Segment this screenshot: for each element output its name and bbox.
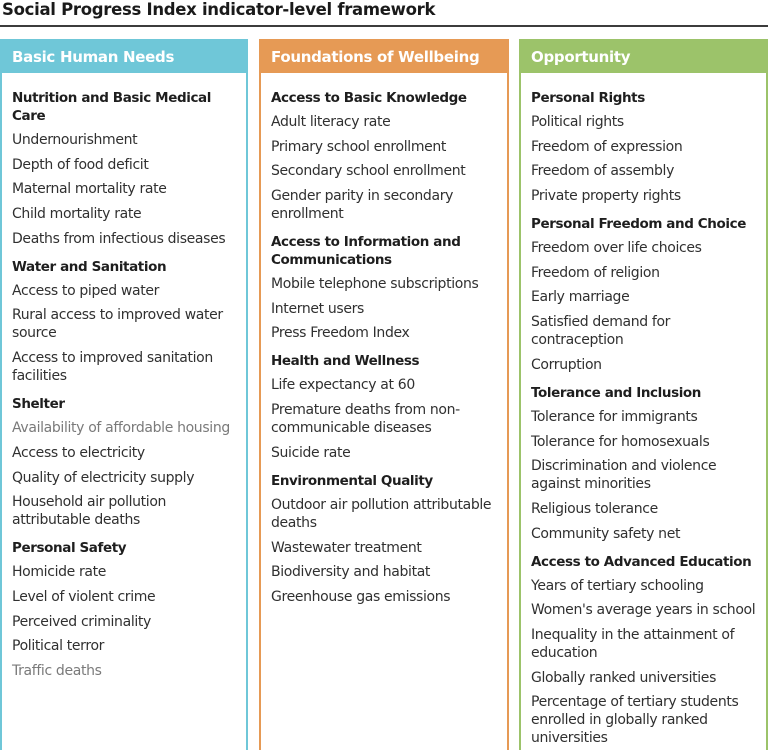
section-heading: Access to Advanced Education bbox=[531, 553, 752, 570]
indicator-item: Tolerance for immigrants bbox=[531, 408, 698, 425]
indicator-item: Freedom of religion bbox=[531, 264, 660, 281]
indicator-item: Traffic deaths bbox=[12, 662, 102, 679]
indicator-item: Access to improved sanitation facilities bbox=[12, 350, 213, 385]
indicator-item: Discrimination and violence against minorities bbox=[531, 458, 717, 493]
indicator-item: Adult literacy rate bbox=[271, 114, 391, 130]
section-heading: Shelter bbox=[12, 396, 65, 413]
indicator-item: Level of violent crime bbox=[12, 588, 156, 605]
indicator-item: Outdoor air pollution attributable deaths bbox=[271, 496, 492, 531]
indicator-item: Freedom of assembly bbox=[531, 163, 675, 180]
indicator-item: Access to piped water bbox=[12, 282, 160, 299]
indicator-item: Undernourishment bbox=[12, 132, 138, 148]
indicator-item: Homicide rate bbox=[12, 564, 107, 581]
column-header: Foundations of Wellbeing bbox=[261, 41, 507, 73]
indicator-item: Globally ranked universities bbox=[531, 669, 717, 686]
section-heading: Water and Sanitation bbox=[12, 258, 167, 275]
section-heading: Environmental Quality bbox=[271, 472, 433, 489]
indicator-item: Freedom over life choices bbox=[531, 240, 702, 257]
indicator-item: Premature deaths from non-communicable diseases bbox=[271, 402, 460, 437]
indicator-item: Mobile telephone subscriptions bbox=[271, 276, 479, 293]
column-header: Basic Human Needs bbox=[2, 41, 246, 73]
indicator-item: Internet users bbox=[271, 300, 364, 317]
section-heading: Tolerance and Inclusion bbox=[531, 384, 702, 401]
section-heading: Personal Freedom and Choice bbox=[531, 216, 746, 233]
indicator-item: Depth of food deficit bbox=[12, 156, 149, 173]
indicator-item: Press Freedom Index bbox=[271, 325, 410, 342]
indicator-item: Percentage of tertiary students enrolled in globally ranked universities bbox=[531, 694, 739, 747]
indicator-item: Corruption bbox=[531, 356, 602, 373]
indicator-item: Biodiversity and habitat bbox=[271, 564, 431, 581]
indicator-item: Community safety net bbox=[531, 525, 681, 542]
indicator-item: Life expectancy at 60 bbox=[271, 377, 415, 394]
section-heading: Access to Basic Knowledge bbox=[271, 90, 467, 106]
section-heading: Personal Rights bbox=[531, 90, 645, 106]
column-opportunity bbox=[519, 39, 768, 750]
column-basic-human-needs bbox=[0, 39, 248, 750]
indicator-item: Gender parity in secondary enrollment bbox=[271, 188, 454, 223]
column-body bbox=[12, 89, 242, 680]
indicator-item: Secondary school enrollment bbox=[271, 163, 466, 180]
indicator-item: Political rights bbox=[531, 114, 624, 130]
indicator-item: Greenhouse gas emissions bbox=[271, 588, 451, 605]
indicator-item: Suicide rate bbox=[271, 444, 351, 461]
section-heading: Access to Information and Communications bbox=[271, 234, 461, 269]
title-rule bbox=[0, 25, 768, 27]
indicator-item: Political terror bbox=[12, 638, 105, 655]
column-header: Opportunity bbox=[521, 41, 766, 73]
indicator-item: Deaths from infectious diseases bbox=[12, 230, 226, 247]
indicator-item: Maternal mortality rate bbox=[12, 181, 167, 198]
indicator-item: Quality of electricity supply bbox=[12, 469, 195, 486]
indicator-item: Satisfied demand for contraception bbox=[531, 314, 671, 349]
indicator-item: Years of tertiary schooling bbox=[531, 577, 704, 594]
indicator-item: Religious tolerance bbox=[531, 500, 658, 517]
section-heading: Health and Wellness bbox=[271, 353, 420, 370]
indicator-item: Child mortality rate bbox=[12, 206, 142, 223]
column-body bbox=[271, 89, 503, 606]
column-foundations-of-wellbeing bbox=[259, 39, 509, 750]
indicator-item: Primary school enrollment bbox=[271, 138, 447, 155]
indicator-item: Early marriage bbox=[531, 289, 630, 306]
indicator-item: Access to electricity bbox=[12, 444, 145, 461]
indicator-item: Private property rights bbox=[531, 188, 681, 205]
indicator-item: Freedom of expression bbox=[531, 138, 683, 155]
indicator-item: Perceived criminality bbox=[12, 613, 151, 630]
indicator-item: Household air pollution attributable deaths bbox=[12, 494, 167, 529]
column-body bbox=[531, 89, 762, 747]
indicator-item: Tolerance for homosexuals bbox=[531, 433, 710, 450]
section-heading: Nutrition and Basic Medical Care bbox=[12, 90, 211, 124]
page-title: Social Progress Index indicator-level framework bbox=[2, 0, 436, 19]
indicator-item: Wastewater treatment bbox=[271, 539, 422, 556]
indicator-item: Women's average years in school bbox=[531, 602, 756, 619]
indicator-item: Inequality in the attainment of education bbox=[531, 626, 735, 661]
indicator-item: Rural access to improved water source bbox=[12, 307, 223, 342]
indicator-item: Availability of affordable housing bbox=[12, 420, 230, 437]
section-heading: Personal Safety bbox=[12, 540, 127, 557]
